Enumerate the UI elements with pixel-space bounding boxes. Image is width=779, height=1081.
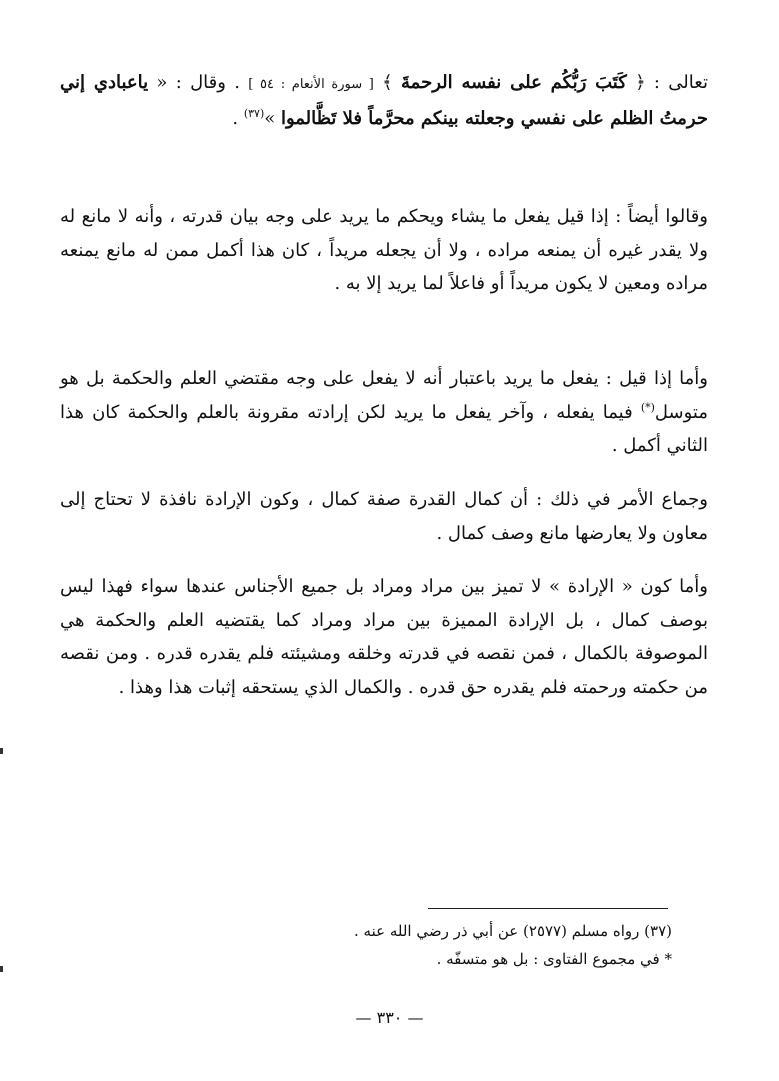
paragraph-2-text: وقالوا أيضاً : إذا قيل يفعل ما يشاء ويحكم ما يريد على وجه بيان قدرته ، وأنه لا مانع له ولا يقدر غيره أن يمنعه مراده ، ولا أن يجعله مريداً ، كان هذا أكمل ممن له مانع يمنعه مراده ومعين لا يكون مريداً أو فاعلاً لما يريد إلا به .	[60, 206, 708, 295]
footnote-ref-star[interactable]: (*)	[640, 400, 655, 414]
page-number: — ٣٣٠ —	[355, 1008, 424, 1027]
surah-citation: [ سورة الأنعام : ٥٤ ]	[248, 77, 374, 92]
footnote-ref-37[interactable]: (٣٧)	[243, 106, 265, 120]
verse-close: ﴾	[373, 72, 402, 93]
paragraph-5-text: وأما كون « الإرادة » لا تميز بين مراد ومراد بل جميع الأجناس عندها سواء فهذا ليس بوصف كمال ، بل الإرادة المميزة بين مراد ومراد كما يقتضيه العلم والحكمة هي الموصوفة بالكمال ، فمن نقصه في قدرته وخلقه ومشيئته فلم يقدره قدره . ومن نقصه من حكمته ورحمته فلم يقدره حق قدره . والكمال الذي يستحقه إثبات هذا وهذا .	[60, 576, 708, 698]
hadith-quote: ياعبادي إني حرمتُ الظلم على نفسي وجعلته بينكم محرَّماً فلا تَظَّالموا	[60, 72, 708, 129]
scan-mark	[0, 748, 3, 754]
paragraph-2	[60, 200, 708, 301]
intro-text: تعالى : ﴿	[626, 72, 708, 93]
end-text: .	[232, 107, 244, 129]
hadith-close: »	[264, 107, 281, 129]
paragraph-4	[60, 483, 708, 550]
footnote-star: * في مجموع الفتاوى : بل هو متسفّه .	[436, 950, 672, 968]
footnote-37: (٣٧) رواه مسلم (٢٥٧٧) عن أبي ذر رضي الله عنه .	[354, 922, 672, 940]
middle-text: . وقال : «	[148, 72, 249, 93]
paragraph-3-before: وأما إذا قيل : يفعل ما يريد باعتبار أنه لا يفعل على وجه مقتضي العلم والحكمة بل هو متوسل	[60, 368, 708, 423]
footnote-divider	[428, 908, 668, 909]
paragraph-3	[60, 362, 708, 463]
footnotes	[100, 917, 672, 973]
paragraph-3-after: فيما يفعله ، وآخر يفعل ما يريد لكن إرادته مقرونة بالعلم والحكمة كان هذا الثاني أكمل .	[60, 401, 708, 457]
quran-verse: كَتَبَ رَبُّكُم على نفسه الرحمةَ	[401, 72, 627, 93]
paragraph-1	[60, 66, 708, 135]
paragraph-4-text: وجماع الأمر في ذلك : أن كمال القدرة صفة كمال ، وكون الإرادة نافذة لا تحتاج إلى معاون ولا يعارضها مانع وصف كمال .	[60, 489, 708, 544]
scan-mark	[0, 966, 3, 972]
paragraph-5	[60, 570, 708, 704]
